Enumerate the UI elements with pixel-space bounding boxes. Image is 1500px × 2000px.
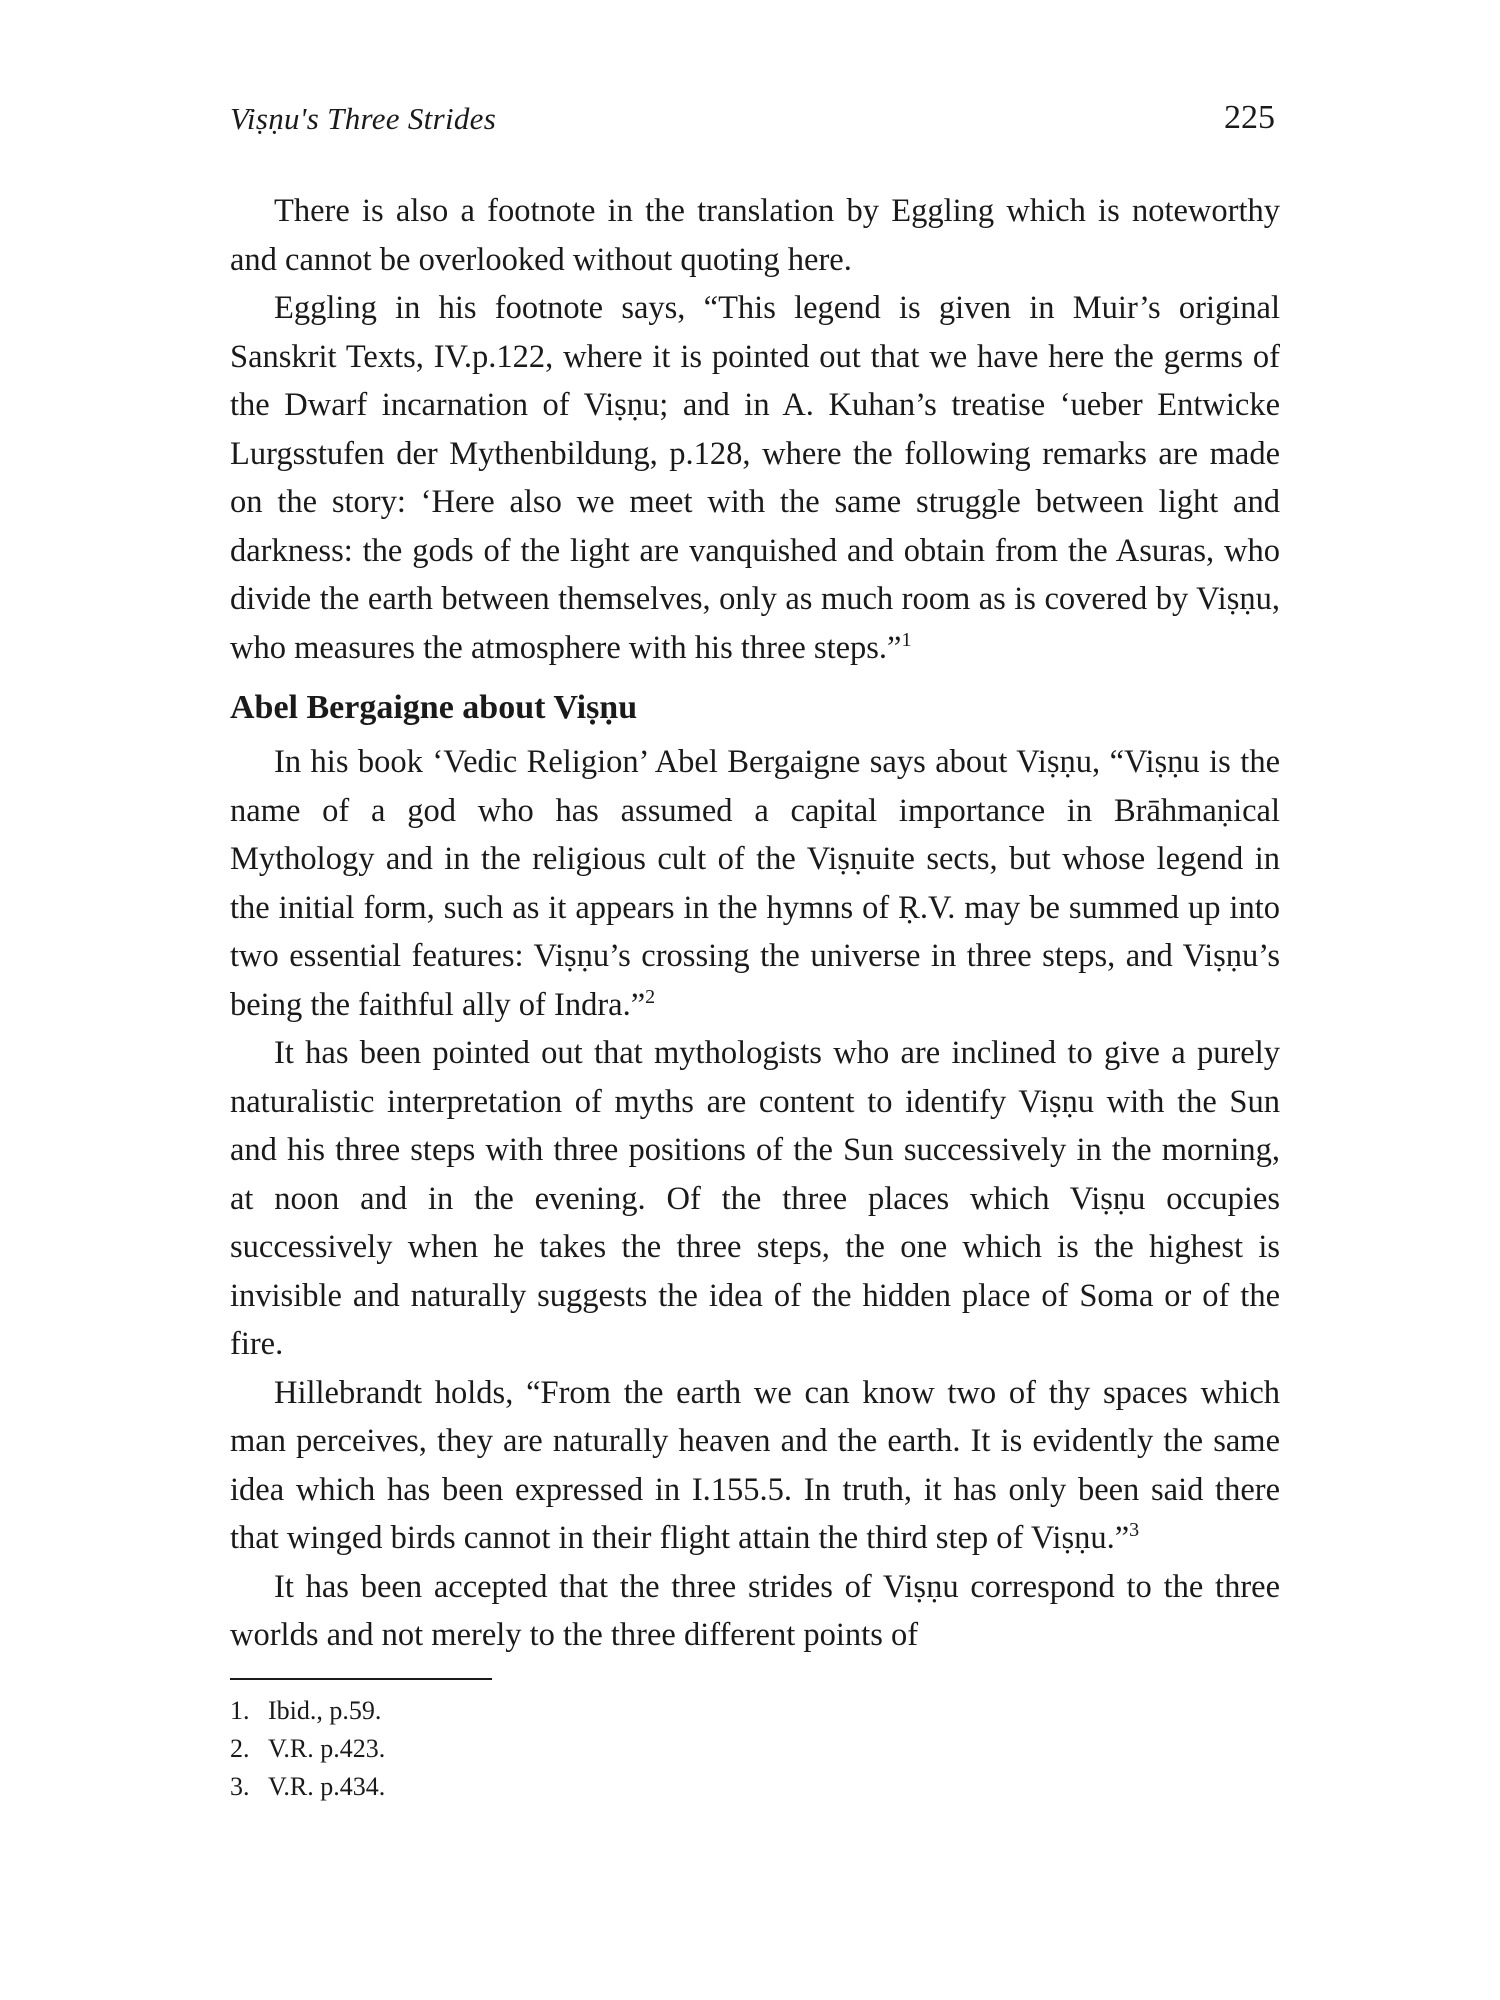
footnote xyxy=(230,1768,1280,1806)
section-heading: Abel Bergaigne about Viṣṇu xyxy=(230,689,638,726)
paragraph: There is also a footnote in the translation by Eggling which is noteworthy and cannot be overlooked without quoting here. xyxy=(230,193,1280,278)
paragraph: In his book ‘Vedic Religion’ Abel Bergaigne says about Viṣṇu, “Viṣṇu is the name of a god who has assumed a capital importance in Brāhmaṇical Mythology and in the religious cult of the Viṣṇuite sects, but whose legend in the initial form, such as it appears in the hymns of Ṛ.V. may be summed up into two essential features: Viṣṇu’s crossing the universe in three steps, and Viṣṇu’s being the faithful ally of Indra.”$^2$ xyxy=(230,744,1280,1023)
paragraph: It has been accepted that the three strides of Viṣṇu correspond to the three worlds and not merely to the three different points of xyxy=(230,1568,1280,1653)
footnote xyxy=(230,1730,1280,1768)
running-header xyxy=(230,95,1280,145)
page-number: 225 xyxy=(1224,99,1275,136)
paragraph: It has been pointed out that mythologists who are inclined to give a purely naturalistic interpretation of myths are content to identify Viṣṇu with the Sun and his three steps with three positions of the Sun successively in the morning, at noon and in the evening. Of the three places which Viṣṇu occupies successively when he takes the three steps, the one which is the highest is invisible and naturally suggests the idea of the hidden place of Soma or of the fire. xyxy=(230,1035,1280,1362)
footnote-number: 1. xyxy=(230,1695,250,1725)
footnote-number: 2. xyxy=(230,1733,250,1763)
footnote xyxy=(230,1692,1280,1730)
paragraph: Eggling in his footnote says, “This legend is given in Muir’s original Sanskrit Texts, IV.p.122, where it is pointed out that we have here the germs of the Dwarf incarnation of Viṣṇu; and in A. Kuhan’s treatise ‘ueber Entwicke Lurgsstufen der Mythenbildung, p.128, where the following remarks are made on the story: ‘Here also we meet with the same struggle between light and darkness: the gods of the light are vanquished and obtain from the Asuras, who divide the earth between themselves, only as much room as is covered by Viṣṇu, who measures the atmosphere with his three steps.”$^1$ xyxy=(230,290,1280,666)
footnote-number: 3. xyxy=(230,1771,250,1801)
footnote-divider xyxy=(230,1678,492,1680)
body-text xyxy=(230,187,1280,1660)
footnote-marker: 2 xyxy=(645,985,656,1008)
footnote-text: Ibid., p.59. xyxy=(268,1695,382,1725)
running-title: Viṣṇu's Three Strides xyxy=(230,101,497,136)
footnote-text: V.R. p.434. xyxy=(268,1771,386,1801)
footnote-text: V.R. p.423. xyxy=(268,1733,386,1763)
footnote-marker: 3 xyxy=(1129,1519,1140,1542)
footnotes xyxy=(230,1692,1280,1806)
footnote-marker: 1 xyxy=(901,628,912,651)
book-page xyxy=(230,95,1280,1975)
paragraph: Hillebrandt holds, “From the earth we can know two of thy spaces which man perceives, they are naturally heaven and the earth. It is evidently the same idea which has been expressed in I.155.5. In truth, it has only been said there that winged birds cannot in their flight attain the third step of Viṣṇu.”$^3$ xyxy=(230,1374,1280,1556)
